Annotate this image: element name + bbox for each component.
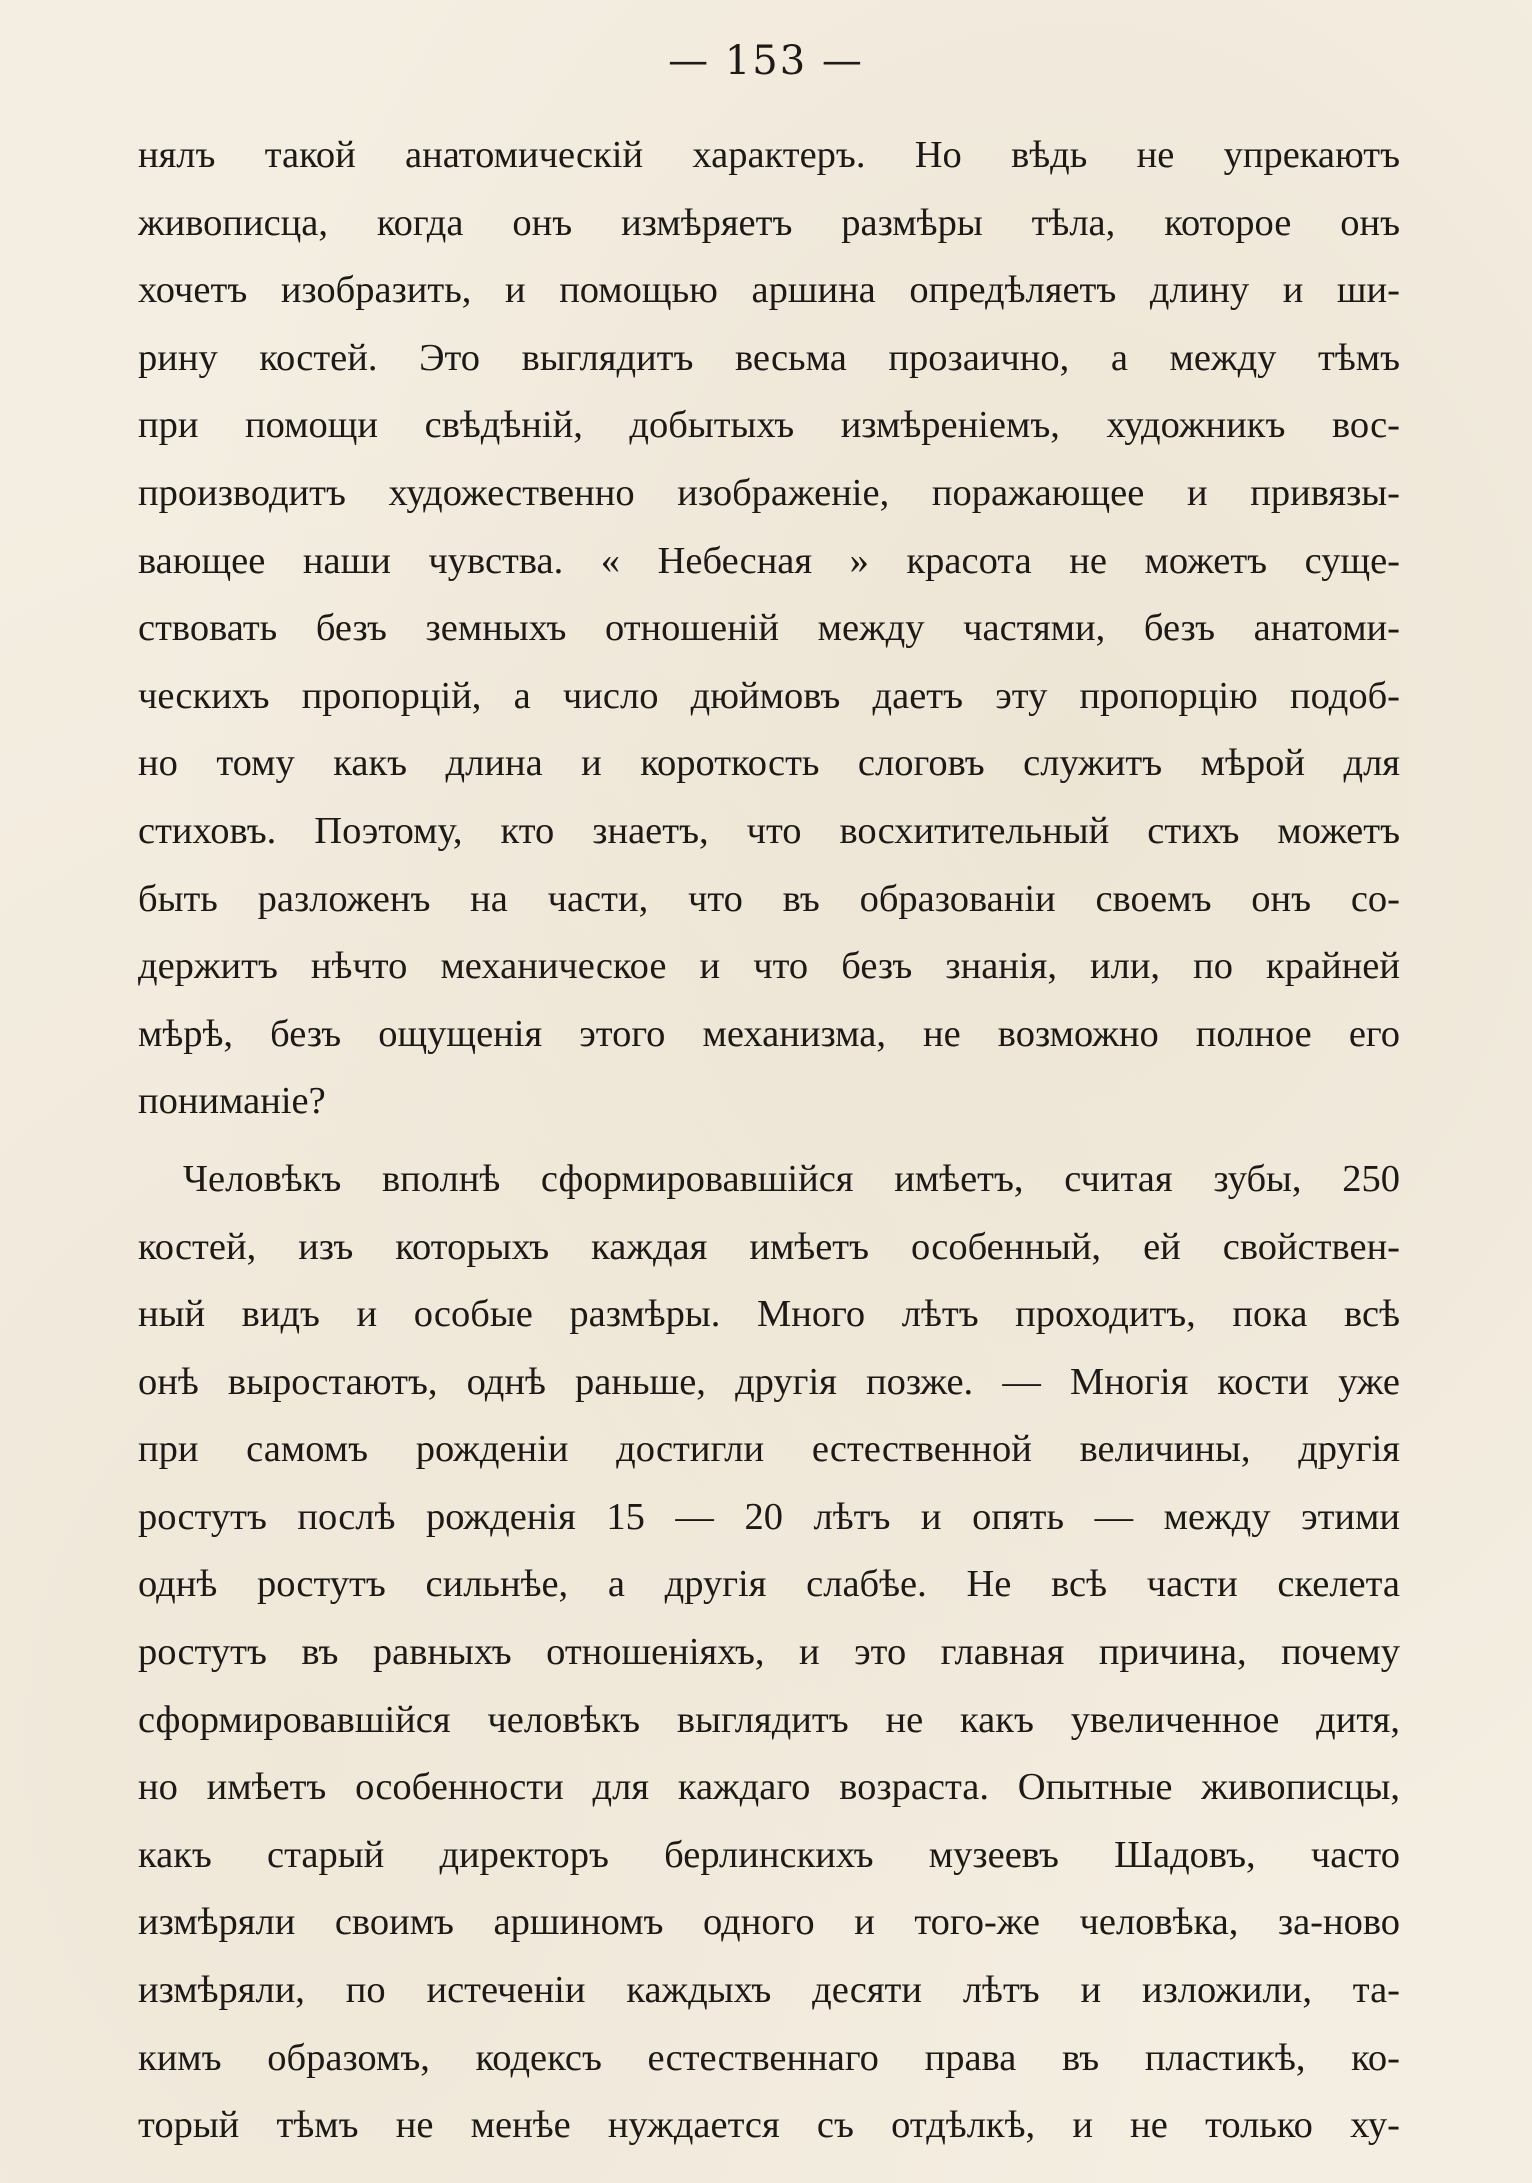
text-line: живописца, когда онъ измѣряетъ размѣры тѣла, которое онъ <box>138 201 1400 244</box>
text-line: но имѣетъ особенности для каждаго возраста. Опытные живописцы, <box>138 1766 1400 1809</box>
text-line: измѣряли, по истеченіи каждыхъ десяти лѣтъ и изложили, та- <box>138 1969 1400 2012</box>
text-line: хочетъ изобразить, и помощью аршина опредѣляетъ длину и ши- <box>138 269 1400 312</box>
text-line: какъ старый директоръ берлинскихъ музеевъ Шадовъ, часто <box>138 1833 1400 1876</box>
text-line: Человѣкъ вполнѣ сформировавшійся имѣетъ, считая зубы, 250 <box>183 1157 1400 1200</box>
text-line: костей, изъ которыхъ каждая имѣетъ особенный, ей свойствен- <box>138 1225 1400 1268</box>
text-line: производитъ художественно изображеніе, поражающее и привязы- <box>138 471 1400 514</box>
text-line: однѣ ростутъ сильнѣе, а другія слабѣе. Не всѣ части скелета <box>138 1563 1400 1606</box>
paragraph-gap <box>138 1136 1400 1146</box>
text-line: но тому какъ длина и короткость слоговъ служитъ мѣрой для <box>138 742 1400 785</box>
text-line: ростутъ въ равныхъ отношеніяхъ, и это главная причина, почему <box>138 1631 1400 1674</box>
text-line: пониманіе? <box>138 1080 326 1123</box>
text-line: ный видъ и особые размѣры. Много лѣтъ проходитъ, пока всѣ <box>138 1293 1400 1336</box>
text-line: ствовать безъ земныхъ отношеній между частями, безъ анатоми- <box>138 607 1400 650</box>
text-line: ческихъ пропорцій, а число дюймовъ даетъ эту пропорцію подоб- <box>138 674 1400 717</box>
text-line: ростутъ послѣ рожденія 15 — 20 лѣтъ и опять — между этими <box>138 1495 1400 1538</box>
page-number: — 153 — <box>668 38 864 84</box>
text-line: измѣряли своимъ аршиномъ одного и того-же человѣка, за-ново <box>138 1901 1400 1944</box>
text-line: вающее наши чувства. « Небесная » красота не можетъ суще- <box>138 539 1400 582</box>
text-line: при самомъ рожденіи достигли естественной величины, другія <box>138 1428 1400 1471</box>
text-line: держитъ нѣчто механическое и что безъ знанія, или, по крайней <box>138 945 1400 988</box>
text-line: сформировавшійся человѣкъ выглядитъ не какъ увеличенное дитя, <box>138 1698 1400 1741</box>
paragraph-1 <box>138 122 1400 1136</box>
text-line: стиховъ. Поэтому, кто знаетъ, что восхитительный стихъ можетъ <box>138 809 1400 852</box>
text-line: мѣрѣ, безъ ощущенія этого механизма, не возможно полное его <box>138 1012 1400 1055</box>
text-line: быть разложенъ на части, что въ образованіи своемъ онъ со- <box>138 877 1400 920</box>
text-line: кимъ образомъ, кодексъ естественнаго права въ пластикѣ, ко- <box>138 2036 1400 2079</box>
body-text <box>138 122 1400 2160</box>
text-line: онѣ выростаютъ, однѣ раньше, другія позже. — Многія кости уже <box>138 1360 1400 1403</box>
paragraph-2 <box>138 1146 1400 2160</box>
text-line: нялъ такой анатомическій характеръ. Но вѣдь не упрекаютъ <box>138 134 1400 176</box>
text-line: рину костей. Это выглядитъ весьма прозаично, а между тѣмъ <box>138 336 1400 379</box>
text-line: торый тѣмъ не менѣе нуждается съ отдѣлкѣ, и не только ху- <box>138 2104 1400 2147</box>
text-line: при помощи свѣдѣній, добытыхъ измѣреніемъ, художникъ вос- <box>138 404 1400 447</box>
